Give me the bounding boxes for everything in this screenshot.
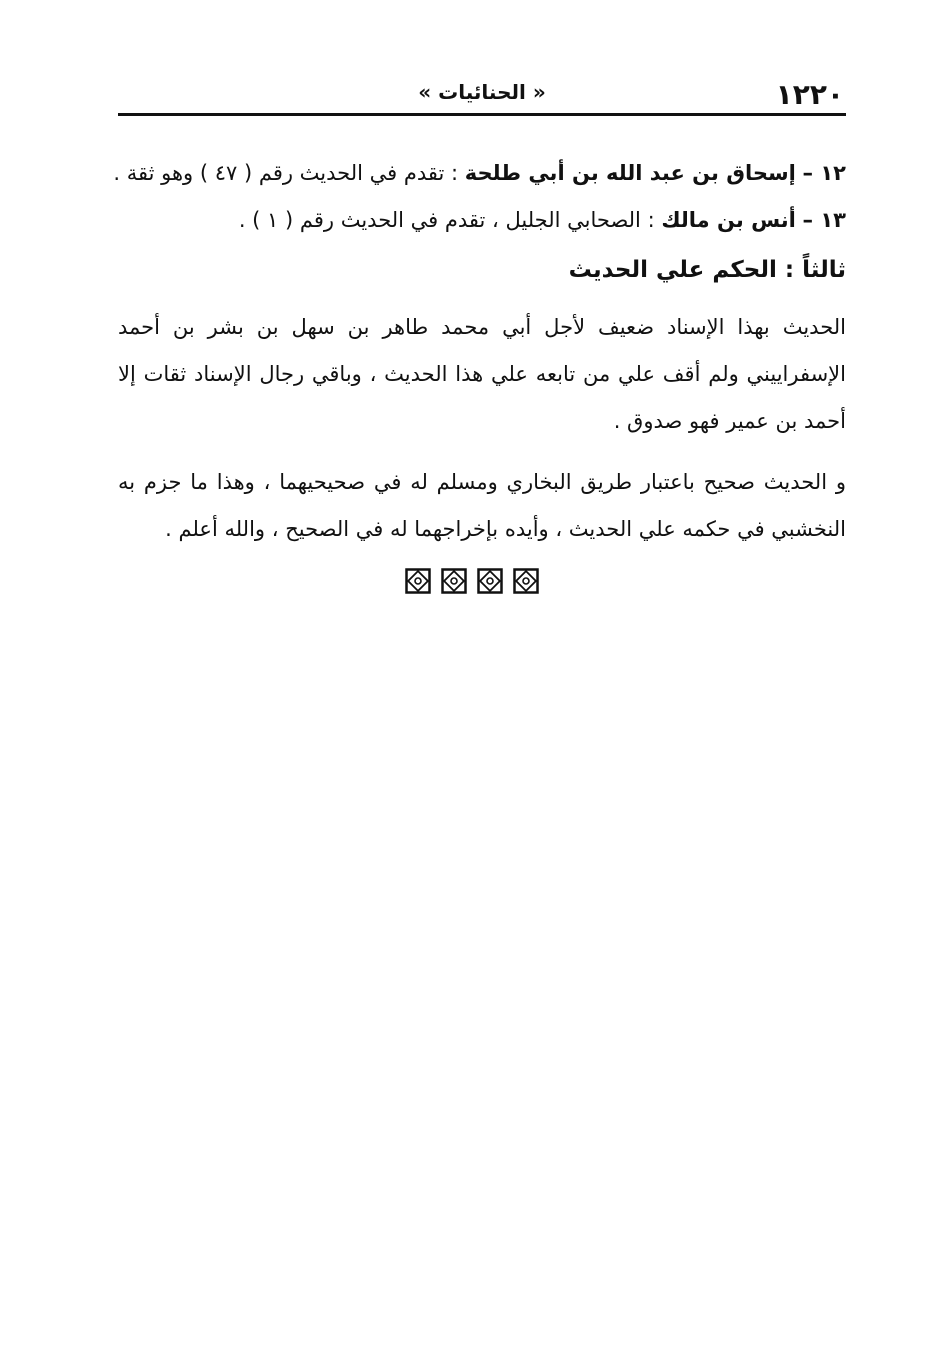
square-knot-ornament-icon [405,568,431,594]
header-rule [118,113,846,116]
narrator-name: أنس بن مالك [661,208,796,232]
paragraph-conclusion: و الحديث صحيح باعتبار طريق البخاري ومسلم له في صحيحيهما ، وهذا ما جزم به النخشبي في حكمه علي الحديث ، وأيده بإخراجهما له في الصحيح ، والله أعلم . [118,470,846,541]
item-text: : تقدم في الحديث رقم ( ٤٧ ) وهو ثقة . [113,161,459,185]
narrator-name: إسحاق بن عبد الله بن أبي طلحة [464,161,796,185]
page-number: ١٢٢٠ [775,78,844,111]
narrator-item-12 [113,150,846,197]
item-number: ١٢ – [802,161,846,185]
page-content [113,150,846,553]
square-knot-ornament-icon [513,568,539,594]
page-header [118,70,846,116]
paragraph-ruling: الحديث بهذا الإسناد ضعيف لأجل أبي محمد طاهر بن سهل بن بشر بن أحمد الإسفراييني ولم أقف علي من تابعه علي هذا الحديث ، وباقي رجال الإسناد ثقات إلا أحمد بن عمير فهو صدوق . [118,315,846,433]
ornament-divider [0,568,944,598]
square-knot-ornament-icon [441,568,467,594]
item-text: : الصحابي الجليل ، تقدم في الحديث رقم ( ١ ) . [238,208,655,232]
square-knot-ornament-icon [477,568,503,594]
item-number: ١٣ – [802,208,846,232]
section-heading: ثالثاً : الحكم علي الحديث [568,257,846,283]
running-title: « الحنائيات » [418,80,546,104]
narrator-item-13 [118,197,846,244]
